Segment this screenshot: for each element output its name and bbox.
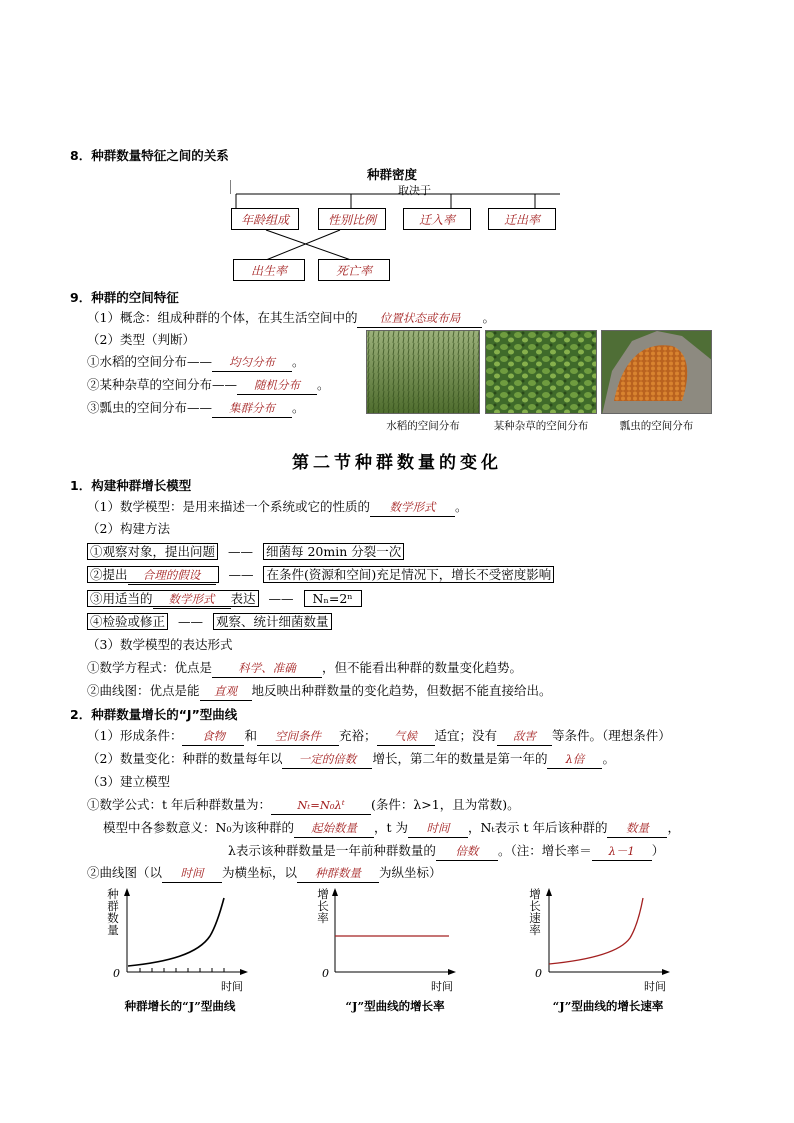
step-1-result: 细菌每 20min 分裂一次: [263, 543, 404, 560]
concept-line: [87, 309, 495, 328]
node-sex-ratio: 性别比例: [318, 208, 386, 230]
step-3-box: [87, 590, 259, 607]
rice-field-photo: [366, 330, 480, 414]
photo-caption-ladybug: 瓢虫的空间分布: [619, 420, 694, 432]
photo-caption-rice: 水稻的空间分布: [386, 420, 460, 432]
graph2-plot: [326, 888, 456, 978]
punct: 。: [602, 751, 615, 766]
answer-blank: 均匀分布: [212, 354, 292, 372]
answer-blank: 食物: [182, 728, 244, 746]
section-title: 第二节种群数量的变化: [292, 453, 502, 473]
line-text: 为纵坐标）: [379, 865, 442, 880]
punct: 。: [317, 377, 330, 392]
graph1-plot: [118, 888, 248, 978]
answer-blank: 集群分布: [212, 400, 292, 418]
answer-blank: 时间: [408, 820, 468, 838]
graph2-ylabel: 增长率: [317, 887, 329, 925]
math-model-line: [87, 498, 467, 517]
step-2-box: [87, 566, 219, 583]
step-4-box: ④检验或修正: [87, 613, 168, 630]
line-text: 充裕；: [338, 728, 377, 743]
item-text: ①水稻的空间分布——: [87, 354, 213, 369]
section-8-title: 8．种群数量特征之间的关系: [70, 148, 229, 163]
line-text: 适宜；没有: [434, 728, 498, 743]
param-line-1: [103, 819, 680, 838]
graph1-xlabel: 时间: [221, 980, 243, 993]
weed-photo: [485, 330, 597, 414]
graph1-ylabel: 种群数量: [107, 887, 119, 937]
formula-line: [87, 796, 520, 815]
graph3-plot: [540, 888, 670, 978]
line-text: ②曲线图：优点是能: [87, 683, 200, 698]
item-text: ③瓢虫的空间分布——: [87, 400, 213, 415]
step-1: [87, 543, 404, 562]
dash: ——: [178, 614, 203, 629]
step-2: [87, 566, 554, 585]
graph1-origin: 0: [113, 967, 120, 980]
line-text: (条件：λ>1，且为常数)。: [371, 797, 520, 812]
graph2-origin: 0: [322, 967, 329, 980]
line-text: ①数学方程式：优点是: [87, 660, 213, 675]
punct: ）: [651, 843, 665, 858]
answer-blank: 科学、准确: [212, 660, 322, 678]
step-4: [87, 613, 332, 632]
section-9-title: 9．种群的空间特征: [70, 290, 179, 305]
line-text: 模型中各参数意义：N₀为该种群的: [103, 820, 294, 835]
dash: ——: [228, 544, 253, 559]
answer-blank: 倍数: [436, 843, 498, 861]
line-text: ②曲线图（以: [87, 865, 163, 880]
condition-line: [87, 727, 671, 746]
j-curve-section-title: 2．种群数量增长的“J”型曲线: [70, 707, 238, 722]
node-emigration-rate: 迁出率: [488, 208, 556, 230]
answer-blank: 合理的假设: [128, 567, 216, 585]
graph2-caption: “J”型曲线的增长率: [345, 999, 445, 1013]
line-text: 为横坐标，以: [222, 865, 298, 880]
line-text: ，但不能看出种群的数量变化趋势。: [322, 660, 523, 675]
concept-text: （1）概念：组成种群的个体，在其生活空间中的: [87, 310, 358, 325]
line-text: 。（注：增长率＝: [497, 843, 592, 858]
node-birth-rate: 出生率: [233, 259, 305, 281]
answer-blank: 种群数量: [297, 865, 379, 883]
equation-line: [87, 659, 522, 678]
answer-blank: 随机分布: [237, 377, 317, 395]
line-text: ，t 为: [373, 820, 408, 835]
item-text: ②某种杂草的空间分布——: [87, 377, 238, 392]
step-3-post: 表达: [230, 591, 256, 606]
graph3-origin: 0: [535, 967, 542, 980]
node-death-rate: 死亡率: [318, 259, 390, 281]
build-model-heading: （3）建立模型: [87, 774, 170, 789]
line-text: 地反映出种群数量的变化趋势，但数据不能直接给出。: [251, 683, 552, 698]
photo-caption-weed: 某种杂草的空间分布: [493, 420, 589, 432]
graph3-xlabel: 时间: [644, 980, 666, 993]
answer-blank: λ倍: [547, 751, 602, 769]
punct: 。: [292, 354, 305, 369]
answer-blank: 敌害: [497, 728, 552, 746]
line-text: （2）数量变化：种群的数量每年以: [87, 751, 283, 766]
dash: ——: [228, 567, 254, 582]
line-text: （1）形成条件：: [87, 728, 183, 743]
answer-blank: 数学形式: [153, 591, 231, 609]
graph1-caption: 种群增长的“J”型曲线: [124, 999, 236, 1013]
answer-blank: 空间条件: [257, 728, 339, 746]
node-age-structure: 年龄组成: [231, 208, 299, 230]
method-heading: （2）构建方法: [87, 521, 170, 536]
answer-blank: 气候: [377, 728, 435, 746]
step-1-box: ①观察对象，提出问题: [87, 543, 218, 560]
distribution-weed: [87, 376, 330, 395]
depends-on-label: 取决于: [398, 184, 431, 197]
graph3-ylabel: 增长速率: [529, 887, 541, 937]
punct: 。: [292, 400, 305, 415]
model-section-title: 1．构建种群增长模型: [70, 478, 192, 493]
answer-blank: Nₜ=N₀λᵗ: [271, 797, 371, 815]
step-2-result: 在条件(资源和空间)充足情况下，增长不受密度影响: [263, 566, 554, 583]
line-text: ，Nₜ表示 t 年后该种群的: [467, 820, 608, 835]
expression-heading: （3）数学模型的表达形式: [87, 637, 233, 652]
step-4-result: 观察、统计细菌数量: [213, 613, 332, 630]
curve-line: [87, 682, 552, 701]
step-3-formula: Nₙ=2ⁿ: [304, 590, 362, 607]
punct: ，: [667, 820, 680, 835]
answer-blank: 位置状态或布局: [357, 310, 482, 328]
graph2-xlabel: 时间: [431, 980, 453, 993]
graph-intro-line: [87, 864, 442, 883]
graph3-caption: “J”型曲线的增长速率: [552, 999, 664, 1013]
answer-blank: 时间: [162, 865, 222, 883]
node-immigration-rate: 迁入率: [403, 208, 471, 230]
types-line: （2）类型（判断）: [87, 332, 195, 347]
distribution-ladybug: [87, 399, 305, 418]
dash: ——: [268, 591, 294, 606]
line-text: 等条件。（理想条件）: [552, 728, 671, 743]
line-text: λ表示该种群数量是一年前种群数量的: [228, 843, 436, 858]
answer-blank: λ－1: [592, 843, 652, 861]
answer-blank: 一定的倍数: [282, 751, 372, 769]
answer-blank: 数学形式: [370, 499, 455, 517]
distribution-rice: [87, 353, 305, 372]
punct: 。: [482, 310, 495, 325]
ladybug-photo: [601, 330, 712, 414]
step-3-text: ③用适当的: [90, 591, 153, 606]
line-text: ①数学公式：t 年后种群数量为：: [87, 797, 271, 812]
answer-blank: 起始数量: [294, 820, 374, 838]
step-2-text: ②提出: [90, 567, 128, 582]
line-text: 增长，第二年的数量是第一年的: [372, 751, 548, 766]
param-line-2: [228, 842, 664, 861]
line-text: （1）数学模型：是用来描述一个系统或它的性质的: [87, 499, 370, 514]
change-line: [87, 750, 615, 769]
line-text: 和: [244, 728, 257, 743]
node-population-density: 种群密度: [367, 167, 418, 182]
step-3: [87, 590, 362, 609]
punct: 。: [454, 499, 468, 514]
answer-blank: 数量: [607, 820, 667, 838]
answer-blank: 直观: [200, 683, 252, 701]
